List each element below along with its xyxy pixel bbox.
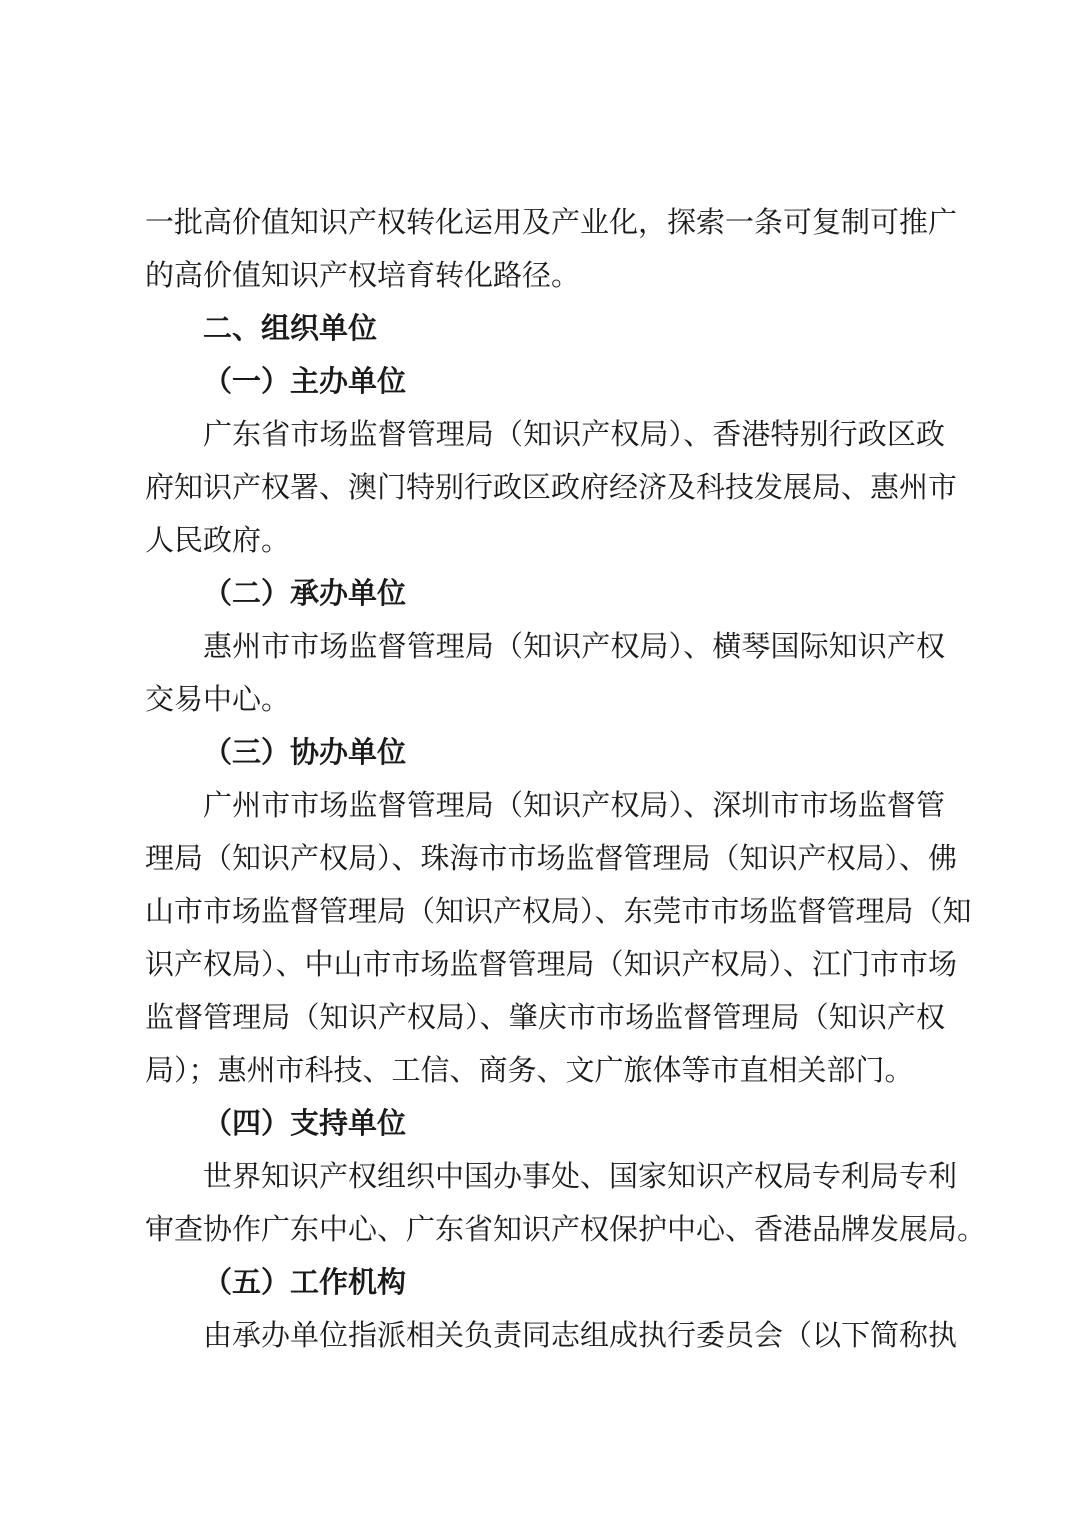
paragraph-line: 监督管理局（知识产权局）、肇庆市市场监督管理局（知识产权: [145, 1000, 945, 1034]
subsection-heading-host: （一）主办单位: [203, 364, 407, 398]
paragraph-line: 人民政府。: [145, 523, 291, 557]
paragraph-line: 一批高价值知识产权转化运用及产业化，探索一条可复制可推广: [145, 205, 958, 239]
paragraph-line: 交易中心。: [145, 682, 291, 716]
section-title: 二、组织单位: [203, 311, 378, 345]
paragraph-line: 由承办单位指派相关负责同志组成执行委员会（以下简称执: [203, 1318, 958, 1352]
subsection-heading-working-body: （五）工作机构: [203, 1265, 407, 1299]
subsection-heading-co-organizer: （三）协办单位: [203, 735, 407, 769]
paragraph-line: 审查协作广东中心、广东省知识产权保护中心、香港品牌发展局。: [145, 1212, 987, 1246]
paragraph-line: 世界知识产权组织中国办事处、国家知识产权局专利局专利: [203, 1159, 958, 1193]
paragraph-line: 广州市市场监督管理局（知识产权局）、深圳市市场监督管: [203, 788, 945, 822]
paragraph-line: 山市市场监督管理局（知识产权局）、东莞市市场监督管理局（知: [145, 894, 972, 928]
subsection-heading-supporter: （四）支持单位: [203, 1106, 407, 1140]
paragraph-line: 惠州市市场监督管理局（知识产权局）、横琴国际知识产权: [203, 629, 945, 663]
paragraph-line: 府知识产权署、澳门特别行政区政府经济及科技发展局、惠州市: [145, 470, 958, 504]
paragraph-line: 的高价值知识产权培育转化路径。: [145, 258, 581, 292]
paragraph-line: 广东省市场监督管理局（知识产权局）、香港特别行政区政: [203, 417, 945, 451]
paragraph-line: 识产权局）、中山市市场监督管理局（知识产权局）、江门市市场: [145, 947, 958, 981]
document-body: [145, 196, 987, 1362]
subsection-heading-organizer: （二）承办单位: [203, 576, 407, 610]
paragraph-line: 局）；惠州市科技、工信、商务、文广旅体等市直相关部门。: [145, 1053, 914, 1087]
paragraph-line: 理局（知识产权局）、珠海市市场监督管理局（知识产权局）、佛: [145, 841, 958, 875]
